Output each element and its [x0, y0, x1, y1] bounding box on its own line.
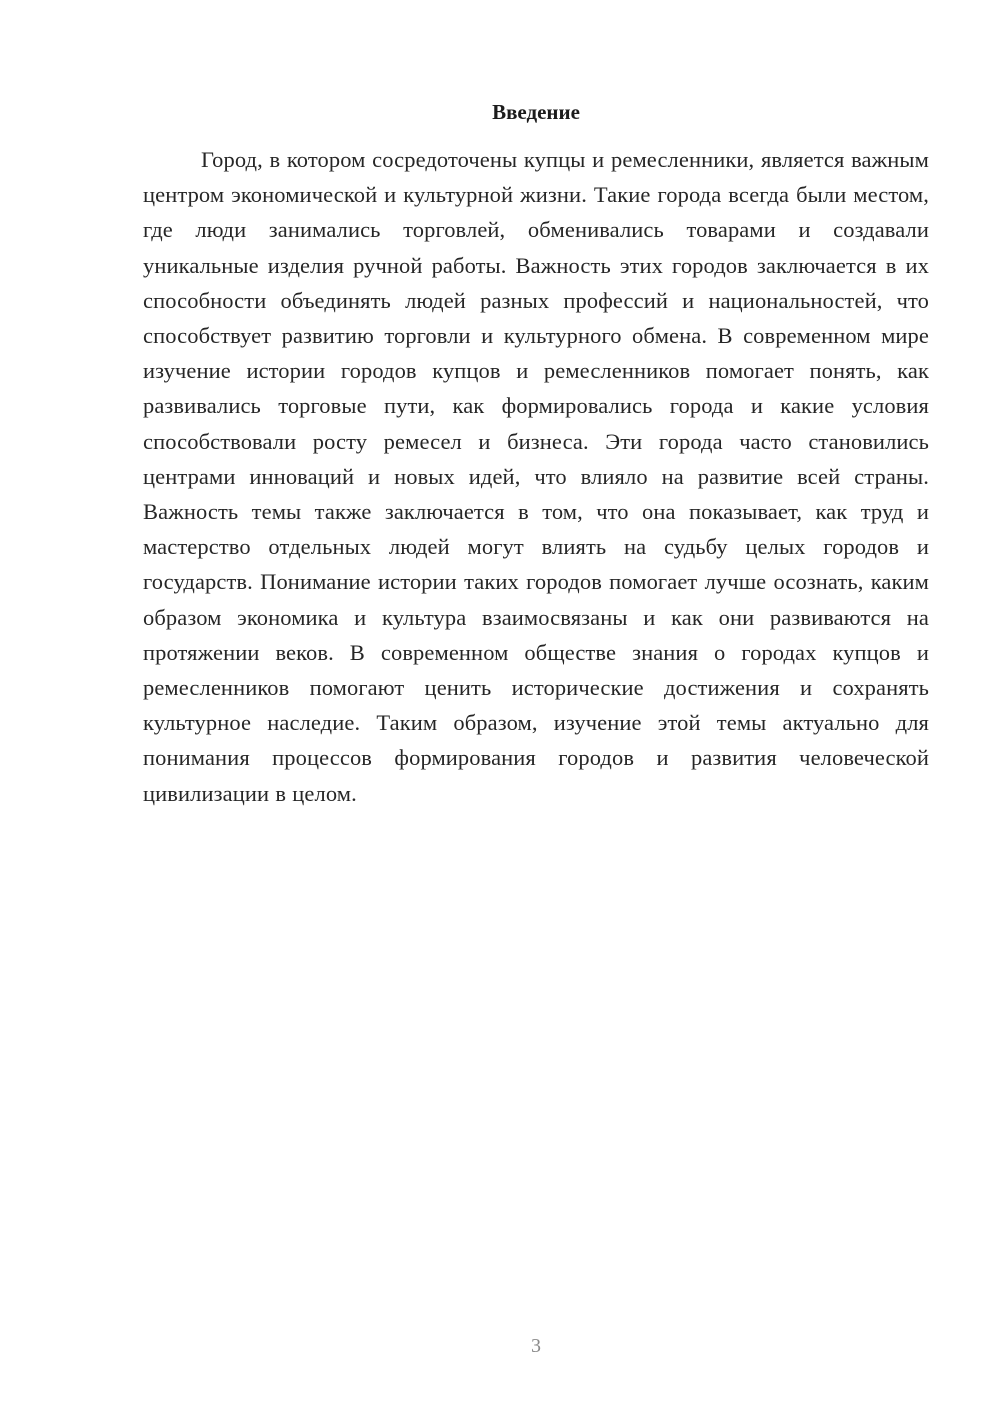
- section-heading: Введение: [492, 100, 580, 124]
- body-paragraph: Город, в котором сосредоточены купцы и ремесленники, является важным центром экономической и культурной жизни. Такие города всегда были местом, где люди занимались торговлей, обменивались товарами и создавали уникальные изделия ручной работы. Важность этих городов заключается в их способности объединять людей разных профессий и национальностей, что способствует развитию торговли и культурного обмена. В современном мире изучение истории городов купцов и ремесленников помогает понять, как развивались торговые пути, как формировались города и какие условия способствовали росту ремесел и бизнеса. Эти города часто становились центрами инноваций и новых идей, что влияло на развитие всей страны. Важность темы также заключается в том, что она показывает, как труд и мастерство отдельных людей могут влиять на судьбу целых городов и государств. Понимание истории таких городов помогает лучше осознать, каким образом экономика и культура взаимосвязаны и как они развиваются на протяжении веков. В современном обществе знания о городах купцов и ремесленников помогают ценить исторические достижения и сохранять культурное наследие. Таким образом, изучение этой темы актуально для понимания процессов формирования городов и развития человеческой цивилизации в целом.: [143, 147, 929, 806]
- page-number: 3: [531, 1335, 541, 1357]
